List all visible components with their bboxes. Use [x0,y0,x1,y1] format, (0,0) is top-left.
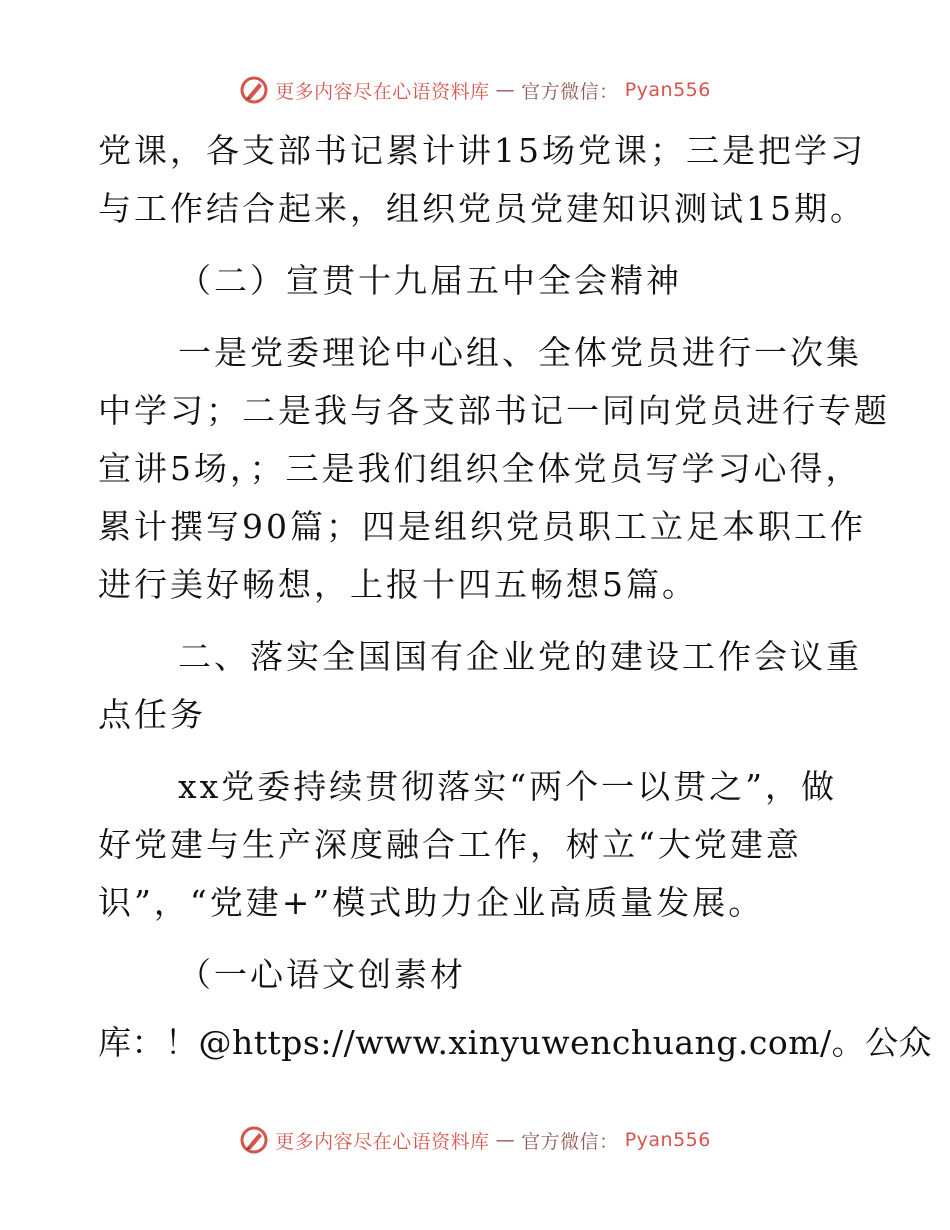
body-line: 识”，“党建+”模式助力企业高质量发展。 [98,883,765,922]
body-line: xx党委持续贯彻落实“两个一以贯之”，做 [178,767,837,806]
body-line: 中学习；二是我与各支部书记一同向党员进行专题 [98,391,890,430]
banner-site-text: 更多内容尽在心语资料库 [275,80,490,103]
pen-circle-logo-icon [239,75,269,105]
header-banner [0,70,950,110]
banner-dash: — [495,1129,516,1151]
body-line-link: 库：！@https://www.xinyuwenchuang.com/。公众 [98,1023,933,1062]
banner-site-text: 更多内容尽在心语资料库 [275,1130,490,1153]
section-heading: 二、落实全国国有企业党的建设工作会议重 [178,637,862,676]
pen-circle-logo-icon [239,1125,269,1155]
banner-wechat-label: 官方微信： [521,80,619,103]
banner-wechat-id: Pyan556 [624,1129,711,1151]
banner-wechat-id: Pyan556 [624,79,711,101]
body-line: 进行美好畅想，上报十四五畅想5篇。 [98,565,698,604]
banner-wechat-label: 官方微信： [521,1130,619,1153]
section-heading-cont: 点任务 [98,695,206,734]
body-line: 好党建与生产深度融合工作，树立“大党建意 [98,825,802,864]
banner-dash: — [495,79,516,101]
footer-banner [0,1120,950,1160]
body-line: 党课，各支部书记累计讲15场党课；三是把学习 [98,131,866,170]
section-heading: （一心语文创素材 [178,955,466,994]
body-line: 累计撰写90篇；四是组织党员职工立足本职工作 [98,507,866,546]
body-line: 与工作结合起来，组织党员党建知识测试15期。 [98,189,866,228]
body-line: 宣讲5场，；三是我们组织全体党员写学习心得， [98,449,862,488]
body-line: 一是党委理论中心组、全体党员进行一次集 [178,333,862,372]
section-heading: （二）宣贯十九届五中全会精神 [178,261,682,300]
